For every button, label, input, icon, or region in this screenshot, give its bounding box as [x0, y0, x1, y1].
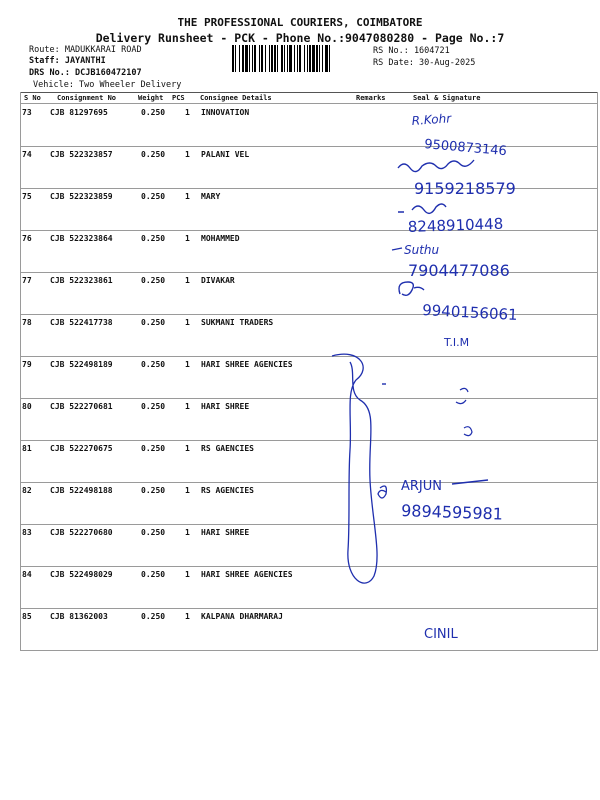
barcode-bar [259, 45, 260, 72]
signature-row75-phone: 8248910448 [407, 214, 504, 236]
barcode-bar [329, 45, 330, 72]
barcode-bar [297, 45, 298, 72]
row-weight: 0.250 [141, 150, 166, 159]
barcode-bar [319, 45, 320, 72]
barcode-bar [269, 45, 270, 72]
row-weight: 0.250 [141, 528, 166, 537]
row-sno: 82 [22, 486, 32, 495]
row-sno: 85 [22, 612, 32, 621]
row-consignee: RS AGENCIES [201, 486, 254, 495]
row-consignment: CJB 522323864 [50, 234, 113, 243]
row-consignee: HARI SHREE AGENCIES [201, 570, 293, 579]
barcode-bar [249, 45, 250, 72]
signature-row76-name: Suthu [404, 243, 440, 257]
row-consignee: SUKMANI TRADERS [201, 318, 274, 327]
row-sno: 80 [22, 402, 32, 411]
row-consignee: RS GAENCIES [201, 444, 254, 453]
signature-row74-phone: 9159218579 [414, 179, 516, 198]
table-row [0, 482, 600, 524]
signature-row77-phone: 9940156061 [421, 301, 519, 324]
barcode-bar [254, 45, 256, 72]
barcode-bar [312, 45, 315, 72]
row-pcs: 1 [185, 444, 190, 453]
barcode-image [232, 45, 368, 72]
barcode-bar [287, 45, 288, 72]
runsheet-title: Delivery Runsheet - PCK - Phone No.:9047080280 - Page No.:7 [95, 31, 505, 45]
row-consignee: HARI SHREE [201, 528, 250, 537]
row-consignment: CJB 522270681 [50, 402, 113, 411]
barcode-bar [245, 45, 248, 72]
row-consignment: CJB 522498189 [50, 360, 113, 369]
signature-row73-name: R.Kohr [411, 111, 452, 128]
barcode-bar [277, 45, 278, 72]
row-pcs: 1 [185, 402, 190, 411]
row-pcs: 1 [185, 192, 190, 201]
drs-number: DRS No.: DCJB160472107 [29, 68, 142, 78]
row-pcs: 1 [185, 234, 190, 243]
row-weight: 0.250 [141, 402, 166, 411]
row-consignment: CJB 522323861 [50, 276, 113, 285]
barcode-bar [299, 45, 301, 72]
row-consignment: CJB 522323857 [50, 150, 113, 159]
col-header-signature: Seal & Signature [413, 94, 481, 102]
vehicle-label: Vehicle: Two Wheeler Delivery [33, 80, 182, 90]
signature-row73-phone: 9500873146 [423, 137, 508, 160]
row-pcs: 1 [185, 486, 190, 495]
col-header-weight: Weight [138, 94, 164, 102]
row-consignment: CJB 522498029 [50, 570, 113, 579]
row-sno: 79 [22, 360, 32, 369]
barcode-bar [235, 45, 236, 72]
row-consignee: MARY [201, 192, 221, 201]
col-header-consignee: Consignee Details [200, 94, 272, 102]
table-bottom-rule [20, 650, 598, 651]
row-pcs: 1 [185, 318, 190, 327]
signature-row78-mark: T.I.M [444, 336, 470, 349]
row-weight: 0.250 [141, 486, 166, 495]
table-row [0, 440, 600, 482]
table-row [0, 566, 600, 608]
row-pcs: 1 [185, 276, 190, 285]
row-weight: 0.250 [141, 234, 166, 243]
col-header-remarks: Remarks [356, 94, 386, 102]
barcode-bar [281, 45, 283, 72]
row-consignee: DIVAKAR [201, 276, 235, 285]
row-sno: 74 [22, 150, 32, 159]
row-consignment: CJB 522323859 [50, 192, 113, 201]
row-sno: 77 [22, 276, 32, 285]
row-pcs: 1 [185, 570, 190, 579]
barcode-bar [242, 45, 244, 72]
barcode-bar [289, 45, 292, 72]
barcode-bar [325, 45, 328, 72]
barcode-bar [252, 45, 253, 72]
row-consignee: HARI SHREE [201, 402, 250, 411]
row-pcs: 1 [185, 528, 190, 537]
row-consignee: MOHAMMED [201, 234, 240, 243]
row-consignment: CJB 522270675 [50, 444, 113, 453]
rs-number: RS No.: 1604721 [373, 46, 450, 56]
row-consignee: KALPANA DHARMARAJ [201, 612, 283, 621]
table-row [0, 230, 600, 272]
row-sno: 78 [22, 318, 32, 327]
barcode-bar [322, 45, 323, 72]
row-sno: 81 [22, 444, 32, 453]
row-sno: 83 [22, 528, 32, 537]
row-weight: 0.250 [141, 360, 166, 369]
table-row [0, 608, 600, 650]
signature-row76-phone: 7904477086 [408, 261, 510, 280]
barcode-bar [284, 45, 285, 72]
row-sno: 73 [22, 108, 32, 117]
row-consignment: CJB 522270680 [50, 528, 113, 537]
table-top-rule [20, 92, 598, 93]
row-consignee: INNOVATION [201, 108, 250, 117]
table-row [0, 314, 600, 356]
barcode-bar [239, 45, 240, 72]
row-weight: 0.250 [141, 192, 166, 201]
row-weight: 0.250 [141, 108, 166, 117]
table-row [0, 356, 600, 398]
barcode-bar [304, 45, 305, 72]
row-sno: 76 [22, 234, 32, 243]
row-weight: 0.250 [141, 276, 166, 285]
table-row [0, 104, 600, 146]
col-header-consignment: Consignment No [57, 94, 117, 102]
row-pcs: 1 [185, 108, 190, 117]
row-weight: 0.250 [141, 570, 166, 579]
signature-row85-mark: CINIL [424, 627, 458, 642]
row-consignment: CJB 81362003 [50, 612, 108, 621]
signature-row82-phone: 9894595981 [400, 501, 504, 524]
row-weight: 0.250 [141, 444, 166, 453]
row-pcs: 1 [185, 150, 190, 159]
row-consignment: CJB 522498188 [50, 486, 113, 495]
table-row [0, 188, 600, 230]
barcode-bar [261, 45, 263, 72]
barcode-bar [307, 45, 308, 72]
row-sno: 75 [22, 192, 32, 201]
barcode-bar [294, 45, 295, 72]
barcode-bar [274, 45, 276, 72]
signature-row82-name: ARJUN [401, 479, 442, 494]
company-title: THE PROFESSIONAL COURIERS, COIMBATORE [177, 16, 423, 29]
row-consignment: CJB 522417738 [50, 318, 113, 327]
row-sno: 84 [22, 570, 32, 579]
row-weight: 0.250 [141, 612, 166, 621]
col-header-sno: S No [24, 94, 41, 102]
col-header-pcs: PCS [172, 94, 185, 102]
table-row [0, 272, 600, 314]
table-row [0, 524, 600, 566]
staff-label: Staff: JAYANTHI [29, 56, 106, 66]
barcode-bar [265, 45, 266, 72]
row-consignee: PALANI VEL [201, 150, 250, 159]
row-pcs: 1 [185, 612, 190, 621]
row-consignee: HARI SHREE AGENCIES [201, 360, 293, 369]
row-weight: 0.250 [141, 318, 166, 327]
barcode-bar [232, 45, 234, 72]
table-row [0, 146, 600, 188]
barcode-bar [309, 45, 311, 72]
rs-date: RS Date: 30-Aug-2025 [373, 58, 476, 68]
row-pcs: 1 [185, 360, 190, 369]
barcode-bar [271, 45, 273, 72]
table-row [0, 398, 600, 440]
barcode-bar [316, 45, 318, 72]
row-consignment: CJB 81297695 [50, 108, 108, 117]
route-label: Route: MADUKKARAI ROAD [29, 45, 142, 55]
